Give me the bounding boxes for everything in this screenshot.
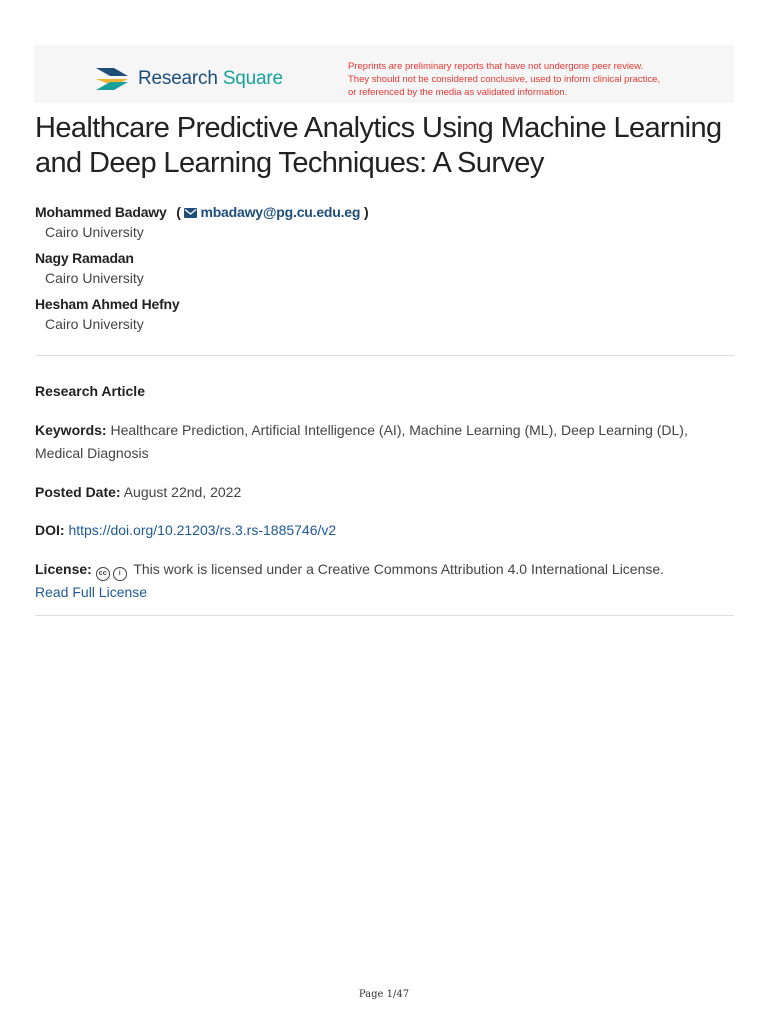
creative-commons-icon: cc [96, 567, 110, 581]
license-label: License: [35, 561, 92, 577]
author-3-affiliation: Cairo University [45, 316, 144, 332]
paper-title: Healthcare Predictive Analytics Using Machine Learning and Deep Learning Techniques: A Survey [35, 112, 722, 179]
doi-link[interactable]: https://doi.org/10.21203/rs.3.rs-1885746/v2 [68, 522, 337, 538]
doi [35, 519, 735, 542]
author-1-email-wrap: ( mbadawy@pg.cu.edu.eg ) [176, 204, 369, 220]
author-1 [35, 202, 735, 222]
keywords [35, 419, 735, 465]
keywords-value: Healthcare Prediction, Artificial Intelligence (AI), Machine Learning (ML), Deep Learning (DL), Medical Diagnosis [35, 422, 688, 461]
logo-text [138, 68, 283, 90]
license-text: This work is licensed under a Creative Commons Attribution 4.0 International License. [133, 561, 665, 577]
author-1-name: Mohammed Badawy [35, 204, 167, 220]
author-1-email-link[interactable]: mbadawy@pg.cu.edu.eg [200, 204, 361, 220]
article-type-label: Research Article [35, 383, 145, 399]
posted-date-value: August 22nd, 2022 [123, 484, 242, 500]
disclaimer-line-1: Preprints are preliminary reports that have not undergone peer review. [348, 61, 644, 72]
disclaimer-line-3: or referenced by the media as validated information. [348, 87, 568, 98]
article-type [35, 380, 735, 403]
author-2-affiliation: Cairo University [45, 270, 144, 286]
author-2-name: Nagy Ramadan [35, 250, 134, 266]
attribution-icon: i [113, 567, 127, 581]
research-square-logo[interactable] [94, 64, 283, 94]
logo-word-research: Research [138, 68, 218, 89]
read-full-license-link[interactable]: Read Full License [35, 584, 148, 600]
divider-top [35, 355, 734, 356]
envelope-icon [184, 208, 197, 218]
author-list [35, 202, 735, 340]
license [35, 558, 735, 604]
preprint-disclaimer [348, 60, 728, 99]
page-number: Page 1/47 [358, 989, 410, 1000]
author-3-name: Hesham Ahmed Hefny [35, 296, 180, 312]
research-square-logo-icon [94, 64, 130, 94]
author-1-affiliation: Cairo University [45, 224, 144, 240]
doi-label: DOI: [35, 522, 65, 538]
disclaimer-line-2: They should not be considered conclusive, used to inform clinical practice, [348, 74, 661, 85]
posted-date-label: Posted Date: [35, 484, 121, 500]
keywords-label: Keywords: [35, 422, 107, 438]
divider-bottom [35, 615, 734, 616]
posted-date [35, 481, 735, 504]
logo-word-square: Square [222, 68, 283, 89]
